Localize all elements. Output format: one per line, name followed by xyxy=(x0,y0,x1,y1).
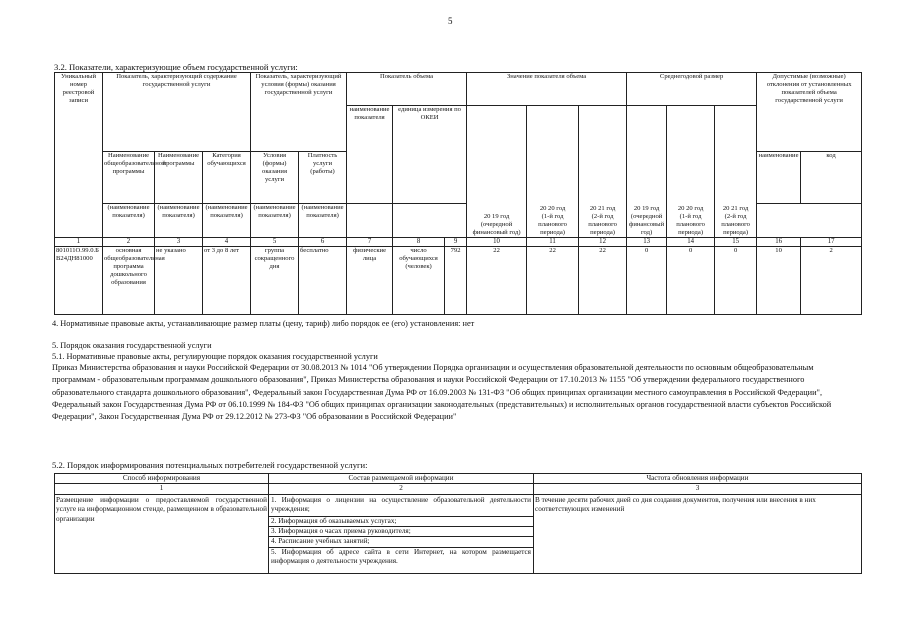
cell-info-items xyxy=(269,494,534,573)
section-5-1-body: Приказ Министерства образования и науки Российской Федерации от 30.08.2013 № 1014 "Об утверждении Порядка организации и осуществления образовательной деятельности по основным общеобразовательным программам - образовательным программам дошкольного образования", Приказ Министерства образования и науки Российской Федерации от 17.10.2013 № 1155 "Об утверждении федерального государственного образовательного стандарта дошкольного образования", Федеральный закон Государственная Дума РФ от 16.09.2003 № 131-ФЗ "Об общих принципах организации местного самоуправления в Российской Федерации", Федеральный закон Государственная Дума РФ от 06.10.1999 № 184-ФЗ "Об общих принципах организации законодательных (представительных) и исполнительных органов государственной власти субъектов Российской Федерации", Закон Государственная Дума РФ от 29.12.2012 № 273-ФЗ "Об образовании в Российской Федерации" xyxy=(52,363,832,422)
cell-program: основная общеобразовательная программа дошкольного образования xyxy=(103,246,155,314)
header-volume-indicator: Показатель объема xyxy=(347,73,467,106)
column-number: 12 xyxy=(579,237,627,246)
list-item: 2. Информация об оказываемых услугах; xyxy=(269,517,533,527)
cell-registry-number: 801011О.99.0.БВ24ДН81000 xyxy=(55,246,103,314)
header-method: Способ информирования xyxy=(55,474,269,484)
header-avg-year-2: 20 20 год (1-й год планового периода) xyxy=(667,105,715,237)
section-5-1-title: 5.1. Нормативные правовые акты, регулирующие порядок оказания государственной услуги xyxy=(52,352,378,361)
cell-deviation-percent: 10 xyxy=(757,246,801,314)
column-number: 2 xyxy=(269,484,534,494)
volume-indicators-table xyxy=(54,72,862,315)
informing-table xyxy=(54,473,862,574)
indicator-name-label: (наименование показателя) xyxy=(299,203,347,237)
column-number: 10 xyxy=(467,237,527,246)
table-row xyxy=(55,494,862,573)
list-item: 3. Информация о часах приема руководителя; xyxy=(269,527,533,537)
column-number: 11 xyxy=(527,237,579,246)
cell-payment: бесплатно xyxy=(299,246,347,314)
indicator-name-label: (наименование показателя) xyxy=(155,203,203,237)
header-unit-name: наименование xyxy=(757,151,801,203)
header-avg-size: Среднегодовой размер xyxy=(627,73,757,106)
header-volume-name: наименование показателя xyxy=(347,105,393,203)
section-5-title: 5. Порядок оказания государственной услуги xyxy=(52,341,212,350)
cell-deviation-absolute: 2 xyxy=(801,246,862,314)
header-col-conditions: Условия (формы) оказания услуги xyxy=(251,151,299,203)
indicator-name-label: (наименование показателя) xyxy=(251,203,299,237)
header-avg-year-1: 20 19 год (очередной финансовый год) xyxy=(627,105,667,237)
section-3-2-title: 3.2. Показатели, характеризующие объем государственной услуги: xyxy=(54,62,298,72)
cell-value-year-3: 22 xyxy=(579,246,627,314)
column-number: 16 xyxy=(757,237,801,246)
column-number: 6 xyxy=(299,237,347,246)
column-number: 17 xyxy=(801,237,862,246)
column-number: 3 xyxy=(155,237,203,246)
indicator-name-label: (наименование показателя) xyxy=(203,203,251,237)
column-number: 14 xyxy=(667,237,715,246)
header-info: Состав размещаемой информации xyxy=(269,474,534,484)
section-4-text: 4. Нормативные правовые акты, устанавливающие размер платы (цену, тариф) либо порядок ее (его) установления: нет xyxy=(52,319,475,328)
column-number: 2 xyxy=(103,237,155,246)
column-number: 3 xyxy=(534,484,862,494)
header-year-3: 20 21 год (2-й год планового периода) xyxy=(579,105,627,237)
header-conditions-indicator: Показатель, характеризующий условия (формы) оказания государственной услуги xyxy=(251,73,347,152)
cell-frequency: В течение десяти рабочих дней со дня создания документов, получения или внесения в них соответствующих изменений xyxy=(534,494,862,573)
indicator-name-label: (наименование показателя) xyxy=(103,203,155,237)
header-unit: единица измерения по ОКЕИ xyxy=(393,105,467,203)
column-number: 13 xyxy=(627,237,667,246)
header-registry-number: Уникальный номер реестровой записи xyxy=(55,73,103,152)
cell-avg-year-1: 0 xyxy=(627,246,667,314)
cell-avg-year-2: 0 xyxy=(667,246,715,314)
column-number: 8 xyxy=(393,237,445,246)
header-col-programs: Наименование программы xyxy=(155,151,203,203)
header-year-2: 20 20 год (1-й год планового периода) xyxy=(527,105,579,237)
column-number: 4 xyxy=(203,237,251,246)
cell-indicator: физические лица xyxy=(347,246,393,314)
cell-value-year-2: 22 xyxy=(527,246,579,314)
section-5-2-title: 5.2. Порядок информирования потенциальных потребителей государственной услуги: xyxy=(52,460,368,470)
column-number: 9 xyxy=(445,237,467,246)
column-number: 7 xyxy=(347,237,393,246)
cell-conditions: группа сокращенного дня xyxy=(251,246,299,314)
cell-unit-code: 792 xyxy=(445,246,467,314)
header-frequency: Частота обновления информации xyxy=(534,474,862,484)
header-content-indicator: Показатель, характеризующий содержание государственной услуги xyxy=(103,73,251,152)
cell-method: Размещение информации о предоставляемой государственной услуге на информационном стенде, размещенном в образовательной организации xyxy=(55,494,269,573)
column-number: 15 xyxy=(715,237,757,246)
page-number: 5 xyxy=(448,16,453,26)
header-avg-year-3: 20 21 год (2-й год планового периода) xyxy=(715,105,757,237)
cell-value-year-1: 22 xyxy=(467,246,527,314)
header-col-payment: Платность услуги (работы) xyxy=(299,151,347,203)
header-year-1: 20 19 год (очередной финансовый год) xyxy=(467,105,527,237)
header-unit-code: код xyxy=(801,151,862,203)
list-item: 4. Расписание учебных занятий; xyxy=(269,537,533,547)
cell-category: от 3 до 8 лет xyxy=(203,246,251,314)
list-item: 5. Информация об адресе сайта в сети Интернет, на котором размещается информация о деятельности учреждения. xyxy=(271,547,531,566)
table-row xyxy=(55,246,862,314)
header-col-category: Категория обучающихся xyxy=(203,151,251,203)
cell-avg-year-3: 0 xyxy=(715,246,757,314)
header-col-program: Наименование общеобразовательной программы xyxy=(103,151,155,203)
header-deviations: Допустимые (возможные) отклонения от установленных показателей объема государственной услуги xyxy=(757,73,862,106)
list-item: 1. Информация о лицензии на осуществление образовательной деятельности учреждения; xyxy=(269,495,533,517)
cell-programs: не указано xyxy=(155,246,203,314)
column-number: 5 xyxy=(251,237,299,246)
column-number: 1 xyxy=(55,237,103,246)
cell-unit-name: число обучающихся (человек) xyxy=(393,246,445,314)
header-volume-value: Значение показателя объема xyxy=(467,73,627,106)
column-number: 1 xyxy=(55,484,269,494)
